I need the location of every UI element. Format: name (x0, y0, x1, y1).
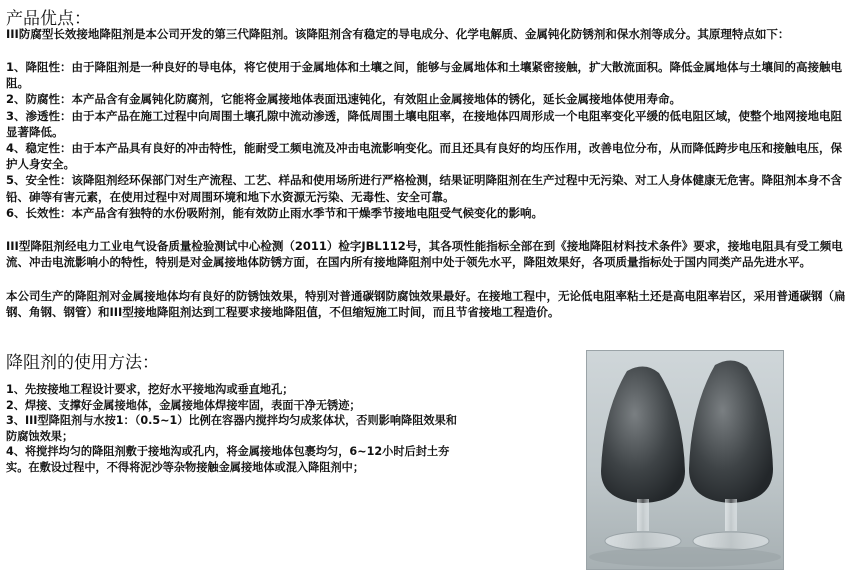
feature-item: 4、稳定性：由于本产品具有良好的冲击特性，能耐受工频电流及冲击电流影响变化。而且还具有良好的均压作用，改善电位分布，从而降低跨步电压和接触电压，保护人身安全。 (6, 141, 842, 172)
powder-flasks-image (587, 351, 783, 569)
feature-item: 3、渗透性：由于本产品在施工过程中向周围土壤孔隙中流动渗透，降低周围土壤电阻率，在接地体四周形成一个电阻率变化平缓的低电阻区域，使整个地网接地电阻显著降低。 (6, 108, 842, 139)
usage-step: 4、将搅拌均匀的降阻剂敷于接地沟或孔内，将金属接地体包裹均匀，6~12小时后封土夯实。在敷设过程中，不得将泥沙等杂物接触金属接地体或混入降阻剂中； (6, 445, 450, 474)
feature-item: 5、安全性：该降阻剂经环保部门对生产流程、工艺、样品和使用场所进行严格检测，结果证明降阻剂在生产过程中无污染、对工人身体健康无危害。降阻剂本身不含铅、砷等有害元素，在使用过程中对周围环境和地下水资源无污染、无毒性、安全可靠。 (6, 173, 842, 204)
feature-item: 6、长效性：本产品含有独特的水份吸附剂，能有效防止雨水季节和干燥季节接地电阻受气候变化的影响。 (6, 205, 543, 220)
feature-item: 1、降阻性：由于降阻剂是一种良好的导电体，将它使用于金属地体和土壤之间，能够与金属地体和土壤紧密接触，扩大散流面积。降低金属地体与土壤间的高接触电阻。 (6, 60, 842, 91)
section-title-usage: 降阻剂的使用方法： (6, 353, 159, 373)
product-photo (586, 350, 784, 570)
feature-item: 2、防腐性：本产品含有金属钝化防腐剂，它能将金属接地体表面迅速钝化，有效阻止金属接地体的锈化，延长金属接地体使用寿命。 (6, 92, 681, 107)
flask-right (689, 360, 773, 550)
company-paragraph (6, 288, 850, 320)
features-list (6, 59, 850, 221)
certification-text: III型降阻剂经电力工业电气设备质量检验测试中心检测（2011）检字JBL112号，其各项性能指标全部在到《接地降阻材料技术条件》要求，接地电阻具有受工频电流、冲击电流影响小的特性，特别是对金属接地体防锈方面，在国内所有接地降阻剂中处于领先水平，降阻效果好，各项质量指标处于国内同类产品先进水平。 (6, 239, 843, 270)
intro-text: III防腐型长效接地降阻剂是本公司开发的第三代降阻剂。该降阻剂含有稳定的导电成分、化学电解质、金属钝化防锈剂和保水剂等成分。其原理特点如下： (6, 27, 790, 41)
usage-step: 1、先按接地工程设计要求，挖好水平接地沟或垂直地孔； (6, 383, 294, 396)
flask-left (601, 366, 685, 550)
section-title-advantages: 产品优点： (6, 9, 91, 29)
intro-paragraph (6, 26, 850, 42)
usage-step: 2、焊接、支撑好金属接地体，金属接地体焊接牢固，表面干净无锈迹； (6, 398, 361, 412)
usage-step: 3、III型降阻剂与水按1：（0.5~1）比例在容器内搅拌均匀成浆体状，否则影响降阻效果和防腐蚀效果； (6, 414, 457, 443)
usage-steps-list (6, 382, 466, 476)
company-text: 本公司生产的降阻剂对金属接地体均有良好的防锈蚀效果，特别对普通碳钢防腐蚀效果最好。在接地工程中，无论低电阻率粘土还是高电阻率岩区，采用普通碳钢（扁钢、角钢、钢管）和III型接地降阻剂达到工程要求接地降阻值，不但缩短施工时间，而且节省接地工程造价。 (6, 289, 846, 320)
certification-paragraph (6, 238, 850, 270)
